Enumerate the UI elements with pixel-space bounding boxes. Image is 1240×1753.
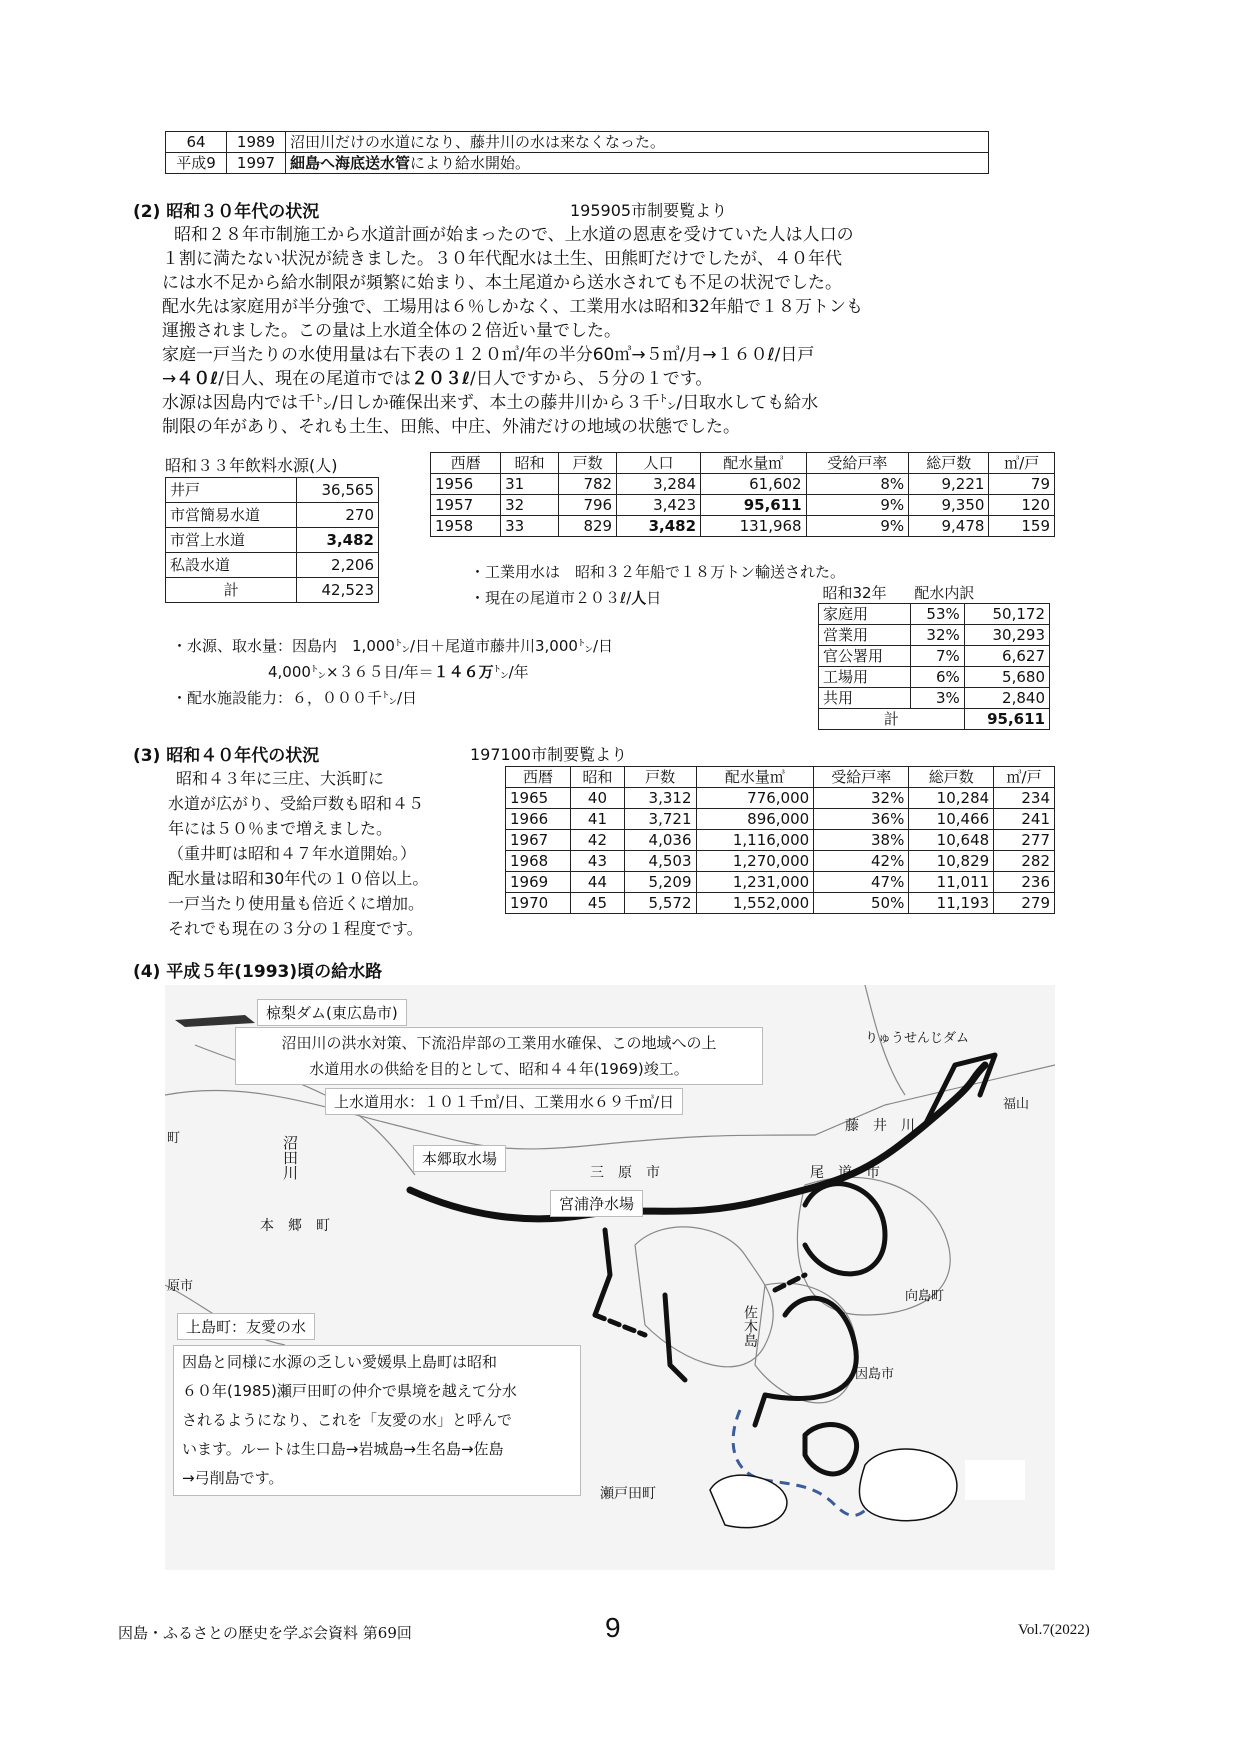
row-value: 36,565 <box>297 478 379 503</box>
supply-route <box>755 1298 856 1425</box>
kamijima-line: ６０年(1985)瀬戸田町の仲介で県境を越えて分水 <box>182 1382 517 1400</box>
table-row <box>506 809 1055 830</box>
cell: 47% <box>814 872 909 893</box>
onomichi-usage-note <box>470 587 661 609</box>
cell: 計 <box>819 709 965 730</box>
place-setoda: 瀬戸田町 <box>600 1486 656 1502</box>
year-cell: 1997 <box>227 153 286 174</box>
dam-marker <box>175 1015 255 1027</box>
bold-span: ２０３ℓ <box>411 369 471 389</box>
cell: 3,423 <box>617 495 701 516</box>
cell: 官公署用 <box>819 646 911 667</box>
year-cell: 1989 <box>227 132 286 153</box>
dam-description-line: 水道用水の供給を目的として、昭和４４年(1969)竣工。 <box>309 1060 689 1078</box>
table-header-row <box>819 583 1050 604</box>
cell: 50% <box>814 893 909 914</box>
cell: 1,270,000 <box>696 851 814 872</box>
header-cell: 西暦 <box>431 453 501 474</box>
header-cell: 総戸数 <box>909 453 989 474</box>
bold-span: ４０ℓ <box>176 369 219 389</box>
section-3-heading: (3) 昭和４０年代の状況 <box>133 746 320 766</box>
cell: 279 <box>994 893 1055 914</box>
supply-route <box>805 1184 885 1274</box>
cell: 9% <box>806 516 909 537</box>
paragraph-line: （重井町は昭和４７年水道開始。） <box>168 844 417 863</box>
cell: 8% <box>806 474 909 495</box>
paragraph-line: には水不足から給水制限が頻繁に始まり、本土尾道から送水されても不足の状況でした。 <box>162 273 842 293</box>
cell: 1967 <box>506 830 571 851</box>
text-span: 日 <box>646 589 662 607</box>
cell: 159 <box>989 516 1055 537</box>
place-sagi-island: 佐木島 <box>742 1305 758 1347</box>
cell: 共用 <box>819 688 911 709</box>
water-source-line: ・水源、取水量：因島内 1,000㌧/日＋尾道市藤井川3,000㌧/日 <box>172 637 613 655</box>
paragraph-line: 運搬されました。この量は上水道全体の２倍近い量でした。 <box>162 321 621 341</box>
header-cell: ㎥/戸 <box>989 453 1055 474</box>
table-row <box>166 528 379 553</box>
cell: 95,611 <box>701 495 807 516</box>
supply-route <box>805 1425 857 1474</box>
table-header-row <box>506 767 1055 788</box>
cell: 1966 <box>506 809 571 830</box>
table-row <box>506 830 1055 851</box>
kamijima-line: されるようになり、これを「友愛の水」と呼んで <box>182 1411 513 1429</box>
table-header-row <box>431 453 1055 474</box>
text-span: 4,000㌧×３６５日/年＝ <box>268 663 434 681</box>
cell: 896,000 <box>696 809 814 830</box>
row-value: 2,206 <box>297 553 379 578</box>
table-row <box>166 578 379 603</box>
cell: 10,466 <box>909 809 994 830</box>
cell: 32% <box>910 625 964 646</box>
cell: 10,829 <box>909 851 994 872</box>
cell: 4,503 <box>624 851 696 872</box>
paragraph-line: １割に満たない状況が続きました。３０年代配水は土生、田熊町だけでしたが、４０年代 <box>162 249 842 269</box>
table-row <box>431 495 1055 516</box>
event-rest: により給水開始。 <box>410 154 531 172</box>
kamijima-line: →弓削島です。 <box>182 1469 284 1487</box>
cell: 282 <box>994 851 1055 872</box>
cell: 1,231,000 <box>696 872 814 893</box>
header-cell: 配水量㎥ <box>696 767 814 788</box>
map-corner-box <box>965 1460 1025 1500</box>
place-numata-river: 沼田川 <box>281 1135 299 1180</box>
place-onomichi: 尾 道 市 <box>810 1165 880 1181</box>
cell: 1957 <box>431 495 501 516</box>
section-3-source: 197100市制要覧より <box>470 745 628 764</box>
supply-route <box>665 1295 685 1380</box>
place-west-town: 町 <box>167 1131 181 1146</box>
cell: 5,209 <box>624 872 696 893</box>
place-ryusenji-dam: りゅうせんじダム <box>865 1031 970 1046</box>
cell: 38% <box>814 830 909 851</box>
header-cell: 受給戸率 <box>806 453 909 474</box>
miyaura-plant-label: 宮浦浄水場 <box>550 1190 643 1217</box>
cell: 3,721 <box>624 809 696 830</box>
cell: 44 <box>571 872 625 893</box>
section-2-source: 195905市制要覧より <box>570 201 728 220</box>
cell: 9,478 <box>909 516 989 537</box>
table-row <box>166 153 989 174</box>
header-cell: 人口 <box>617 453 701 474</box>
paragraph-line: 制限の年があり、それも土生、田熊、中庄、外浦だけの地域の状態でした。 <box>162 417 740 437</box>
cell: 36% <box>814 809 909 830</box>
paragraph-line: 昭和４３年に三庄、大浜町に <box>176 769 385 788</box>
place-west-city: 原市 <box>167 1279 194 1294</box>
table-row <box>819 709 1050 730</box>
event-cell <box>286 153 989 174</box>
supply-route <box>775 1275 805 1290</box>
supply-route <box>595 1230 610 1315</box>
cell: 45 <box>571 893 625 914</box>
paragraph-line: 水源は因島内では千㌧/日しか確保出来ず、本土の藤井川から３千㌧/日取水しても給水 <box>162 393 819 413</box>
cell: 1968 <box>506 851 571 872</box>
water-source-table <box>165 477 379 603</box>
paragraph-line: 水道が広がり、受給戸数も昭和４５ <box>168 794 425 813</box>
cell: 11,193 <box>909 893 994 914</box>
paragraph-line: 年には５０％まで増えました。 <box>168 819 393 838</box>
table-row <box>819 625 1050 646</box>
cell: 1,552,000 <box>696 893 814 914</box>
table-row <box>431 474 1055 495</box>
cell: 10,648 <box>909 830 994 851</box>
source-table-title: 昭和３３年飲料水源(人) <box>165 456 338 475</box>
header-cell: 昭和 <box>501 453 559 474</box>
place-hongo: 本 郷 町 <box>260 1218 330 1234</box>
cell: 31 <box>501 474 559 495</box>
place-mihara: 三 原 市 <box>590 1165 660 1181</box>
era-cell: 64 <box>166 132 227 153</box>
capacity-label: 上水道用水：１０１千㎥/日、工業用水６９千㎥/日 <box>325 1088 683 1115</box>
cell: 10,284 <box>909 788 994 809</box>
dam-description-line: 沼田川の洪水対策、下流沿岸部の工業用水確保、この地域への上 <box>281 1034 717 1052</box>
table-row <box>819 604 1050 625</box>
cell: 796 <box>559 495 617 516</box>
row-label: 市営上水道 <box>166 528 297 553</box>
bold-span: 人 <box>631 589 647 607</box>
header-cell: 戸数 <box>559 453 617 474</box>
header-cell: 昭和32年 <box>822 584 887 602</box>
row-value: 270 <box>297 503 379 528</box>
table-row <box>431 516 1055 537</box>
header-cell: 配水内訳 <box>914 584 975 602</box>
cell: 95,611 <box>964 709 1049 730</box>
cell: 53% <box>910 604 964 625</box>
section-3-text <box>168 766 488 941</box>
row-label: 井戸 <box>166 478 297 503</box>
cell: 40 <box>571 788 625 809</box>
cell: 3% <box>910 688 964 709</box>
table-row <box>506 872 1055 893</box>
island-outline <box>710 1475 787 1527</box>
cell: 工場用 <box>819 667 911 688</box>
event-cell: 沼田川だけの水道になり、藤井川の水は来なくなった。 <box>286 132 989 153</box>
water-stats-1960s-table <box>505 766 1055 914</box>
table-row <box>819 688 1050 709</box>
text-span: → <box>162 369 177 389</box>
kamijima-line: 因島と同様に水源の乏しい愛媛県上島町は昭和 <box>182 1353 498 1371</box>
kamijima-title: 上島町：友愛の水 <box>177 1313 315 1340</box>
section-2-paragraph <box>162 223 1042 439</box>
kamijima-line: います。ルートは生口島→岩城島→生名島→佐島 <box>182 1440 504 1458</box>
cell: 5,572 <box>624 893 696 914</box>
cell: 236 <box>994 872 1055 893</box>
cell: 30,293 <box>964 625 1049 646</box>
cell: 1956 <box>431 474 501 495</box>
section-2-heading: (2) 昭和３０年代の状況 <box>133 202 320 222</box>
cell: 1965 <box>506 788 571 809</box>
facility-capacity-line: ・配水施設能力：６，０００千㌧/日 <box>172 689 418 707</box>
bold-span: １４６万 <box>433 663 494 681</box>
row-label: 計 <box>166 578 297 603</box>
hongo-intake-label: 本郷取水場 <box>413 1145 506 1172</box>
cell: 1970 <box>506 893 571 914</box>
cell: 2,840 <box>964 688 1049 709</box>
cell: 家庭用 <box>819 604 911 625</box>
cell: 6,627 <box>964 646 1049 667</box>
kamijima-description <box>173 1345 581 1496</box>
cell: 6% <box>910 667 964 688</box>
cell: 3,284 <box>617 474 701 495</box>
page-number: 9 <box>605 1612 621 1643</box>
cell: 234 <box>994 788 1055 809</box>
footer-volume: Vol.7(2022) <box>1018 1622 1090 1638</box>
header-cell: 西暦 <box>506 767 571 788</box>
cell: 120 <box>989 495 1055 516</box>
industrial-water-note: ・工業用水は 昭和３２年船で１８万トン輸送された。 <box>470 563 846 581</box>
history-table <box>165 131 989 174</box>
cell: 1,116,000 <box>696 830 814 851</box>
annual-volume-line <box>268 661 529 683</box>
text-span: ㌧/年 <box>493 663 529 681</box>
table-row <box>166 553 379 578</box>
header-cell: 配水量㎥ <box>701 453 807 474</box>
cell: 32% <box>814 788 909 809</box>
table-row <box>506 788 1055 809</box>
text-span: /日人、現在の尾道市では <box>218 369 412 389</box>
cell: 829 <box>559 516 617 537</box>
row-label: 市営簡易水道 <box>166 503 297 528</box>
footer-source: 因島・ふるさとの歴史を学ぶ会資料 第69回 <box>118 1624 412 1642</box>
cell: 7% <box>910 646 964 667</box>
row-value: 42,523 <box>297 578 379 603</box>
table-row <box>506 851 1055 872</box>
place-innoshima: 因島市 <box>855 1367 895 1382</box>
dam-description <box>235 1027 763 1085</box>
paragraph-line: 配水量は昭和30年代の１０倍以上。 <box>168 869 429 888</box>
text-span: /日人ですから、５分の１です。 <box>470 369 713 389</box>
distribution-breakdown-table <box>818 583 1050 730</box>
header-cell: ㎥/戸 <box>994 767 1055 788</box>
cell: 277 <box>994 830 1055 851</box>
supply-route <box>595 1315 645 1335</box>
place-mukaishima: 向島町 <box>905 1289 945 1304</box>
cell: 11,011 <box>909 872 994 893</box>
paragraph-line: それでも現在の３分の１程度です。 <box>168 919 423 938</box>
table-row <box>166 503 379 528</box>
table-row <box>506 893 1055 914</box>
header-cell: 総戸数 <box>909 767 994 788</box>
cell: 43 <box>571 851 625 872</box>
table-row <box>166 478 379 503</box>
cell: 42 <box>571 830 625 851</box>
cell: 営業用 <box>819 625 911 646</box>
cell: 9,350 <box>909 495 989 516</box>
cell: 131,968 <box>701 516 807 537</box>
table-row <box>819 646 1050 667</box>
table-row <box>166 132 989 153</box>
island-outline <box>859 1449 956 1521</box>
cell: 1958 <box>431 516 501 537</box>
cell: 9% <box>806 495 909 516</box>
paragraph-line: 昭和２８年市制施工から水道計画が始まったので、上水道の恩恵を受けていた人は人口の <box>174 225 854 245</box>
cell: 33 <box>501 516 559 537</box>
cell: 782 <box>559 474 617 495</box>
place-fujii-river: 藤 井 川 <box>845 1118 915 1134</box>
row-value: 3,482 <box>297 528 379 553</box>
era-cell: 平成9 <box>166 153 227 174</box>
cell: 50,172 <box>964 604 1049 625</box>
cell: 5,680 <box>964 667 1049 688</box>
text-span: ・現在の尾道市２０３ℓ/ <box>470 589 632 607</box>
header-cell: 昭和 <box>571 767 625 788</box>
cell: 42% <box>814 851 909 872</box>
cell: 776,000 <box>696 788 814 809</box>
row-label: 私設水道 <box>166 553 297 578</box>
place-fukuyama: 福山 <box>1003 1097 1030 1112</box>
table-row <box>819 667 1050 688</box>
water-stats-1950s-table <box>430 452 1055 537</box>
cell: 241 <box>994 809 1055 830</box>
paragraph-line: 配水先は家庭用が半分強で、工場用は６％しかなく、工業用水は昭和32年船で１８万トンも <box>162 297 863 317</box>
cell: 3,482 <box>617 516 701 537</box>
paragraph-line: 一戸当たり使用量も倍近くに増加。 <box>168 894 425 913</box>
header-cell: 戸数 <box>624 767 696 788</box>
cell: 4,036 <box>624 830 696 851</box>
event-bold: 細島へ海底送水管 <box>290 154 411 172</box>
cell: 9,221 <box>909 474 989 495</box>
cell: 32 <box>501 495 559 516</box>
paragraph-line: 家庭一戸当たりの水使用量は右下表の１２０㎥/年の半分60㎥→５㎥/月→１６０ℓ/日戸 <box>162 345 815 365</box>
cell: 41 <box>571 809 625 830</box>
water-supply-map <box>165 985 1055 1570</box>
paragraph-line <box>162 367 1042 391</box>
section-4-heading: (4) 平成５年(1993)頃の給水路 <box>133 962 383 982</box>
cell: 1969 <box>506 872 571 893</box>
cell: 61,602 <box>701 474 807 495</box>
cell: 3,312 <box>624 788 696 809</box>
cell: 79 <box>989 474 1055 495</box>
header-cell: 受給戸率 <box>814 767 909 788</box>
dam-label: 椋梨ダム(東広島市) <box>257 999 407 1026</box>
